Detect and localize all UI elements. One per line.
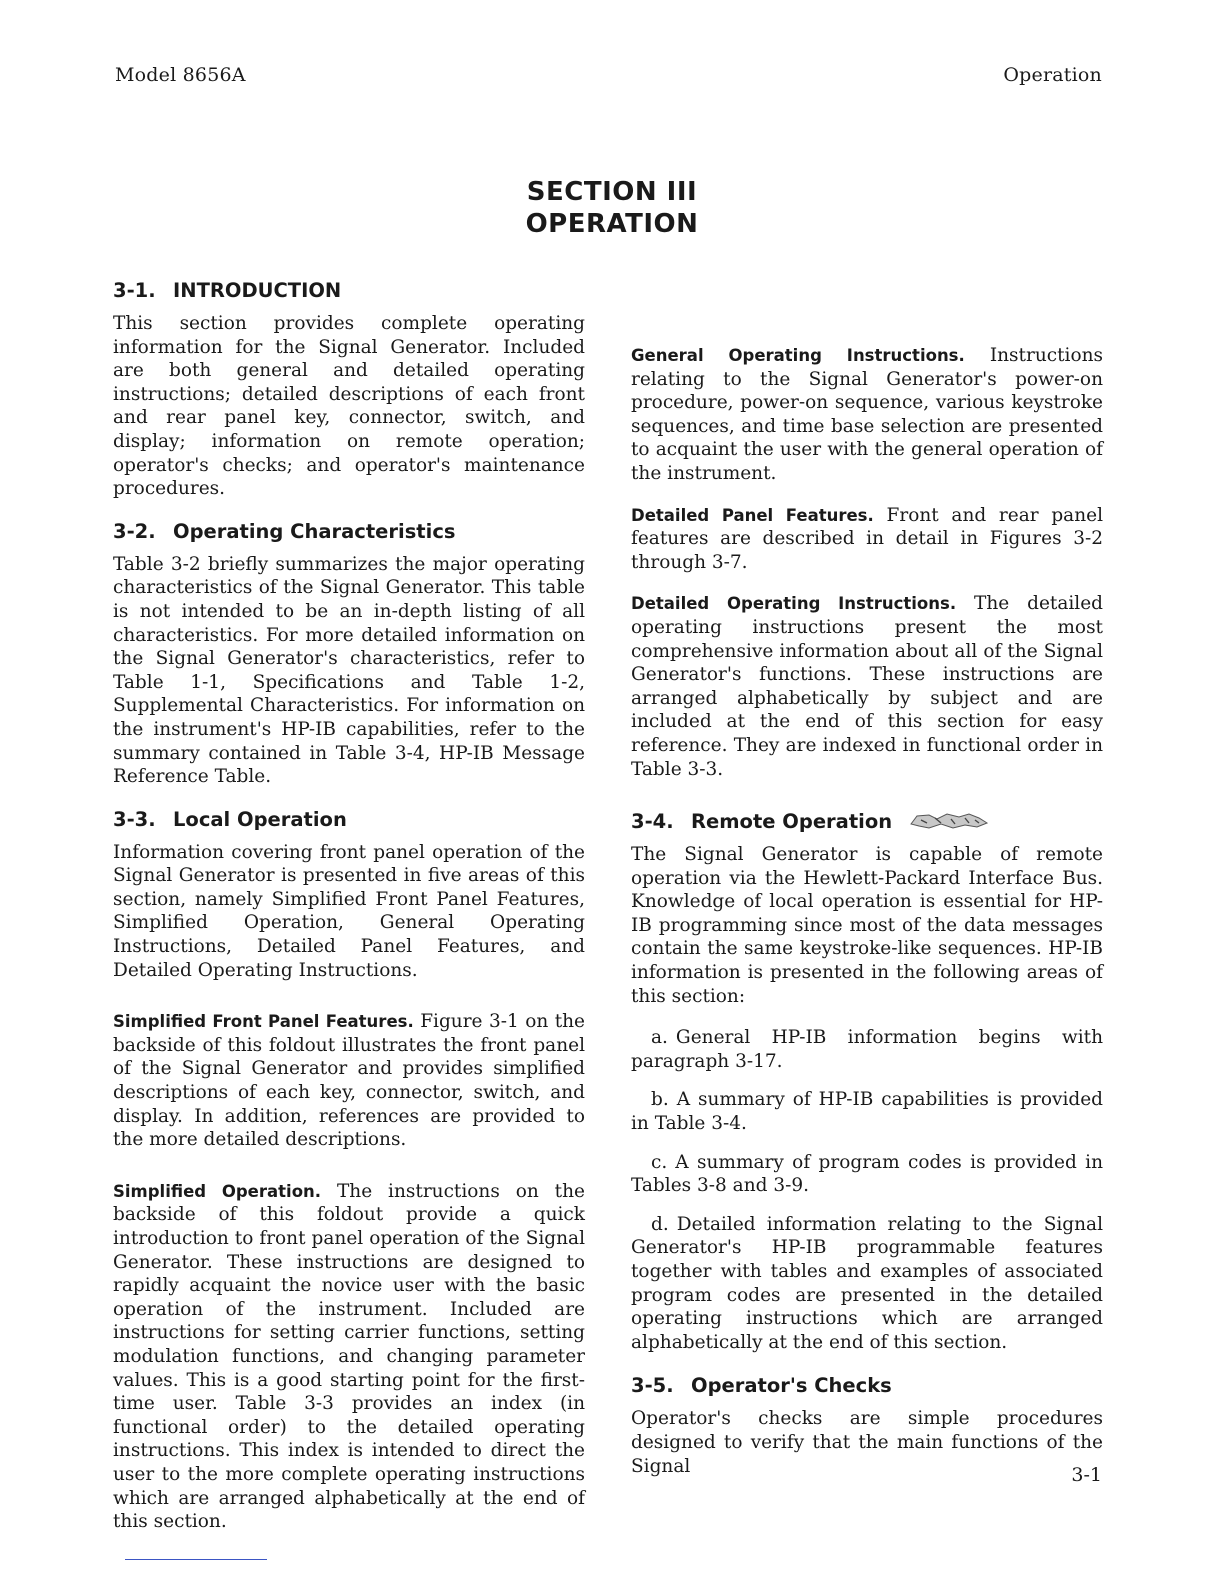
list-item — [631, 1213, 1103, 1355]
list-item-label: d. — [651, 1213, 669, 1235]
list-item-label: a. — [651, 1027, 668, 1049]
paragraph-body: Figure 3-1 on the backside of this foldout illustrates the front panel of the Signal Generator and provides simplified descriptions of each key, connector, switch, and display. In addition, references are provided to the more detailed descriptions. — [113, 1011, 586, 1151]
run-in-heading: General Operating Instructions. — [631, 346, 965, 365]
paragraph-operators-checks: Operator's checks are simple procedures designed to verify that the main functions of the Signal — [631, 1408, 1103, 1477]
paragraph-detailed-panel — [631, 504, 1103, 575]
heading-operators-checks — [631, 1373, 1103, 1399]
heading-title: Operator's Checks — [691, 1374, 892, 1398]
page-number: 3-1 — [1071, 1464, 1102, 1486]
paragraph-body: The detailed operating instructions present the most comprehensive information about all of the Signal Generator's functions. These instructions are arranged alphabetically by subject and are included at the end of this section for easy reference. They are indexed in functional order in Table 3-3. — [631, 593, 1103, 780]
hp-ib-icon — [907, 811, 991, 831]
list-item-text: Detailed information relating to the Signal Generator's HP-IB programmable features together with tables and examples of associated program codes are presented in the detailed operating instructions which are arranged alphabetically at the end of this section. — [631, 1213, 1103, 1353]
bottom-rule — [125, 1559, 267, 1560]
paragraph-remote-operation: The Signal Generator is capable of remote operation via the Hewlett-Packard Interface Bus. Knowledge of local operation is essential for HP-IB programming since most of the data messages contain the same keystroke-like sequences. HP-IB information is presented in the following areas of this section: — [631, 844, 1103, 1007]
paragraph-general-operating — [631, 344, 1103, 486]
heading-title: Local Operation — [173, 807, 347, 831]
heading-number: 3-4. — [631, 810, 674, 834]
run-in-heading: Simplified Front Panel Features. — [113, 1012, 414, 1032]
heading-introduction — [113, 278, 585, 304]
list-item — [631, 1151, 1103, 1198]
paragraph-introduction: This section provides complete operating information for the Signal Generator. Included are both general and detailed operating instructions; detailed descriptions of each front and rear panel key, connector, switch, and display; information on remote operation; operator's checks; and operator's maintenance procedures. — [113, 313, 585, 500]
run-in-heading: Detailed Operating Instructions. — [631, 594, 957, 614]
heading-title: INTRODUCTION — [173, 279, 342, 302]
heading-number: 3-5. — [631, 1374, 674, 1398]
list-item-text: A summary of program codes is provided in Tables 3-8 and 3-9. — [631, 1151, 1103, 1197]
heading-title: Operating Characteristics — [173, 519, 456, 543]
heading-number: 3-2. — [113, 519, 156, 543]
section-title — [0, 176, 1224, 240]
heading-number: 3-1. — [113, 279, 156, 302]
run-in-heading: Detailed Panel Features. — [631, 505, 874, 525]
heading-number: 3-3. — [113, 807, 156, 831]
list-item-label: b. — [651, 1089, 669, 1111]
running-header-section: Operation — [1003, 64, 1102, 86]
list-item — [631, 1026, 1103, 1073]
section-name: OPERATION — [525, 209, 699, 239]
heading-operating-characteristics — [113, 519, 585, 545]
heading-remote-operation — [631, 809, 1103, 835]
list-item-label: c. — [651, 1151, 668, 1173]
running-header-model: Model 8656A — [115, 64, 246, 86]
heading-local-operation — [113, 807, 585, 833]
section-number: SECTION III — [526, 177, 698, 207]
right-column — [631, 278, 1103, 1496]
paragraph-body: The instructions on the backside of this foldout provide a quick introduction to front panel operation of the Signal Generator. These instructions are designed to rapidly acquaint the novice user with the basic operation of the instrument. Included are instructions for setting carrier functions, setting modulation functions, and changing parameter values. This is a good starting point for the first-time user. Table 3-3 provides an index (in functional order) to the detailed operating instructions. This index is intended to direct the user to the more complete operating instructions which are arranged alphabetically at the end of this section. — [113, 1180, 585, 1533]
paragraph-body: Instructions relating to the Signal Generator's power-on procedure, power-on sequence, various keystroke sequences, and time base selection are presented to acquaint the user with the general operation of the instrument. — [631, 345, 1103, 484]
paragraph-detailed-operating — [631, 592, 1103, 781]
run-in-heading: Simplified Operation. — [113, 1181, 322, 1201]
list-item-text: General HP-IB information begins with paragraph 3-17. — [631, 1027, 1103, 1072]
list-item — [631, 1088, 1103, 1135]
heading-title: Remote Operation — [691, 810, 893, 834]
paragraph-body: Front and rear panel features are described in detail in Figures 3-2 through 3-7. — [631, 504, 1103, 573]
paragraph-simplified-front-panel — [113, 1010, 585, 1152]
list-item-text: A summary of HP-IB capabilities is provided in Table 3-4. — [631, 1089, 1103, 1135]
paragraph-operating-characteristics: Table 3-2 briefly summarizes the major operating characteristics of the Signal Generator. This table is not intended to be an in-depth listing of all characteristics. For more detailed information on the Signal Generator's characteristics, refer to Table 1-1, Specifications and Table 1-2, Supplemental Characteristics. For information on the instrument's HP-IB capabilities, refer to the summary contained in Table 3-4, HP-IB Message Reference Table. — [113, 553, 585, 788]
paragraph-simplified-operation — [113, 1180, 585, 1534]
left-column — [113, 278, 585, 1552]
paragraph-local-operation: Information covering front panel operation of the Signal Generator is presented in five areas of this section, namely Simplified Front Panel Features, Simplified Operation, General Operating Instructions, Detailed Panel Features, and Detailed Operating Instructions. — [113, 841, 585, 981]
